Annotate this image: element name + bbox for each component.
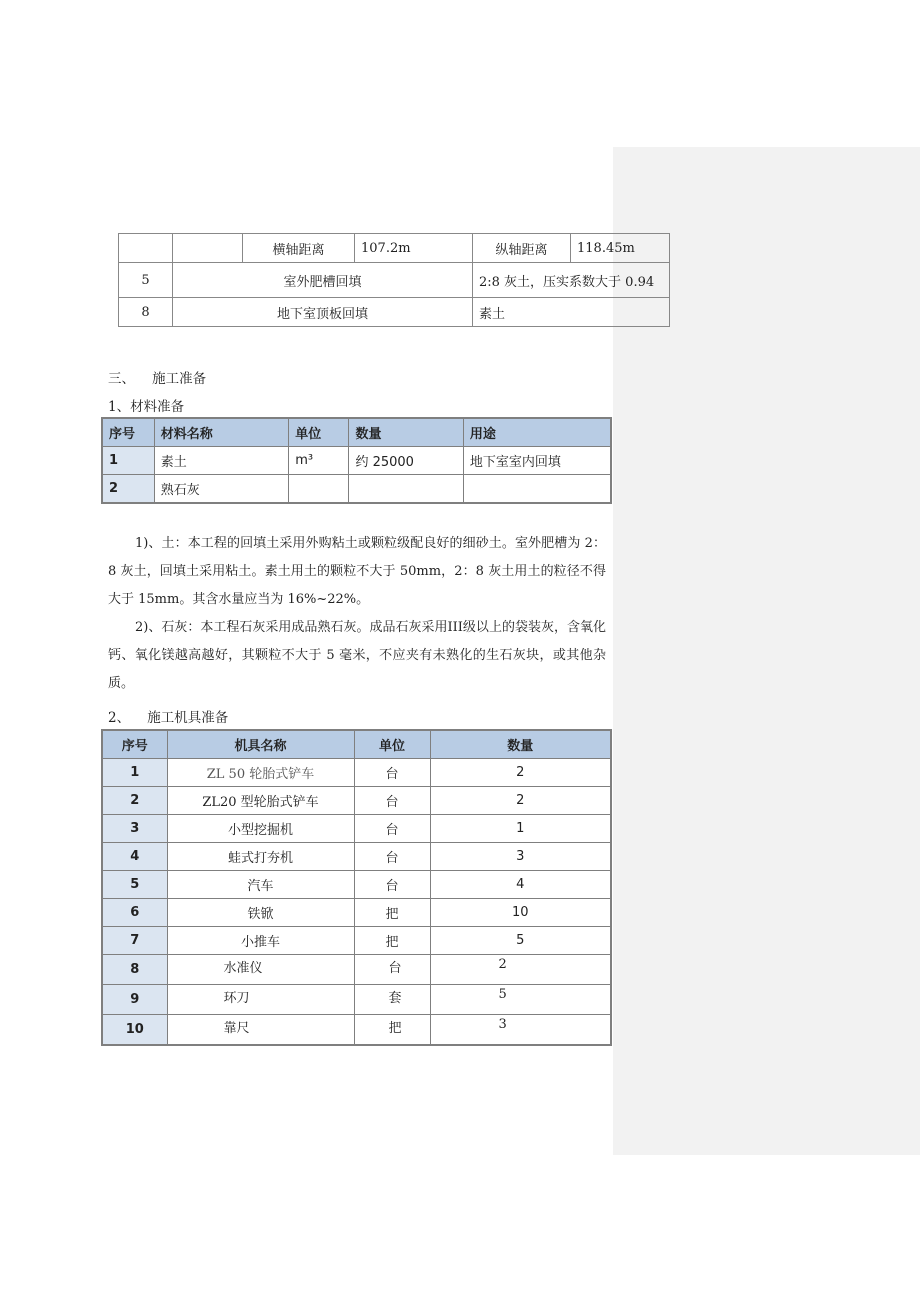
machine-name: 靠尺 [167, 1015, 354, 1046]
table-header-row [102, 730, 611, 759]
machine-quantity: 5 [430, 985, 611, 1015]
material-quantity [349, 475, 463, 504]
machine-unit: 台 [354, 815, 430, 843]
material-name: 素土 [154, 447, 289, 475]
row-number: 6 [102, 899, 167, 927]
axis-cell-blank-1 [119, 234, 173, 263]
machine-name: 小推车 [167, 927, 354, 955]
section-heading: 三、 施工准备 [108, 371, 207, 387]
machine-name: 环刀 [167, 985, 354, 1015]
row-number: 5 [119, 263, 173, 298]
soil-paragraph: 1)、土：本工程的回填土采用外购粘土或颗粒级配良好的细砂土。室外肥槽为 2：8 灰土，回填土采用粘土。素土用土的颗粒不大于 50mm，2：8 灰土用土的粒径不得大于 15mm。其含水量应当为 16%~22%。 [108, 536, 606, 607]
material-use [463, 475, 611, 504]
header-cell: 用途 [463, 418, 611, 447]
machine-unit: 把 [354, 1015, 430, 1046]
machine-name: 小型挖掘机 [167, 815, 354, 843]
horizontal-axis-value: 107.2m [355, 234, 473, 263]
machinery-table [101, 729, 612, 1046]
row-number: 10 [102, 1015, 167, 1046]
header-cell: 数量 [430, 730, 611, 759]
machine-unit: 台 [354, 955, 430, 985]
material-name: 熟石灰 [154, 475, 289, 504]
table-row [102, 787, 611, 815]
material-quantity: 约 25000 [349, 447, 463, 475]
table-row [102, 985, 611, 1015]
machine-name: ZL20 型轮胎式铲车 [167, 787, 354, 815]
row-number: 8 [119, 298, 173, 327]
table-row [119, 263, 670, 298]
axis-row [119, 234, 670, 263]
header-cell: 序号 [102, 418, 154, 447]
row-number: 3 [102, 815, 167, 843]
row-number: 4 [102, 843, 167, 871]
machine-quantity: 2 [430, 787, 611, 815]
machine-quantity: 2 [430, 759, 611, 787]
header-cell: 单位 [289, 418, 349, 447]
table-row [102, 759, 611, 787]
row-item-name: 室外肥槽回填 [173, 263, 473, 298]
machine-unit: 台 [354, 759, 430, 787]
machine-name: 铁锨 [167, 899, 354, 927]
machine-name: 蛙式打夯机 [167, 843, 354, 871]
machine-unit: 台 [354, 871, 430, 899]
machine-quantity: 2 [430, 955, 611, 985]
table-row [102, 899, 611, 927]
table-header-row [102, 418, 611, 447]
horizontal-axis-label: 横轴距离 [243, 234, 355, 263]
machine-unit: 套 [354, 985, 430, 1015]
row-number: 2 [102, 475, 154, 504]
row-item-desc: 2:8 灰土，压实系数大于 0.94 [473, 263, 670, 298]
table-row [102, 955, 611, 985]
header-cell: 序号 [102, 730, 167, 759]
machine-unit: 把 [354, 927, 430, 955]
vertical-axis-label: 纵轴距离 [473, 234, 571, 263]
row-number: 8 [102, 955, 167, 985]
backfill-table [118, 233, 670, 327]
materials-table [101, 417, 612, 504]
material-use: 地下室室内回填 [463, 447, 611, 475]
row-number: 9 [102, 985, 167, 1015]
row-number: 1 [102, 759, 167, 787]
header-cell: 单位 [354, 730, 430, 759]
table-row [102, 815, 611, 843]
machine-unit: 台 [354, 787, 430, 815]
machine-quantity: 10 [430, 899, 611, 927]
row-item-name: 地下室顶板回填 [173, 298, 473, 327]
table-row [102, 927, 611, 955]
machine-name: 水准仪 [167, 955, 354, 985]
table-row [102, 871, 611, 899]
machine-quantity: 3 [430, 843, 611, 871]
lime-paragraph: 2)、石灰：本工程石灰采用成品熟石灰。成品石灰采用III级以上的袋装灰，含氧化钙、氧化镁越高越好，其颗粒不大于 5 毫米，不应夹有未熟化的生石灰块，或其他杂质。 [108, 620, 606, 691]
table-row [102, 1015, 611, 1046]
material-unit: m³ [289, 447, 349, 475]
machine-quantity: 3 [430, 1015, 611, 1046]
table-row [102, 447, 611, 475]
machine-quantity: 1 [430, 815, 611, 843]
row-item-desc: 素土 [473, 298, 670, 327]
vertical-axis-value: 118.45m [571, 234, 670, 263]
machine-unit: 台 [354, 843, 430, 871]
table-row [102, 843, 611, 871]
machine-quantity: 5 [430, 927, 611, 955]
header-cell: 机具名称 [167, 730, 354, 759]
row-number: 5 [102, 871, 167, 899]
header-cell: 数量 [349, 418, 463, 447]
machinery-heading: 2、 施工机具准备 [108, 710, 229, 726]
row-number: 7 [102, 927, 167, 955]
material-unit [289, 475, 349, 504]
machine-name: ZL 50 轮胎式铲车 [167, 759, 354, 787]
row-number: 1 [102, 447, 154, 475]
machine-quantity: 4 [430, 871, 611, 899]
axis-cell-blank-2 [173, 234, 243, 263]
materials-heading: 1、材料准备 [108, 399, 185, 415]
table-row [102, 475, 611, 504]
machine-name: 汽车 [167, 871, 354, 899]
machine-unit: 把 [354, 899, 430, 927]
row-number: 2 [102, 787, 167, 815]
table-row [119, 298, 670, 327]
header-cell: 材料名称 [154, 418, 289, 447]
